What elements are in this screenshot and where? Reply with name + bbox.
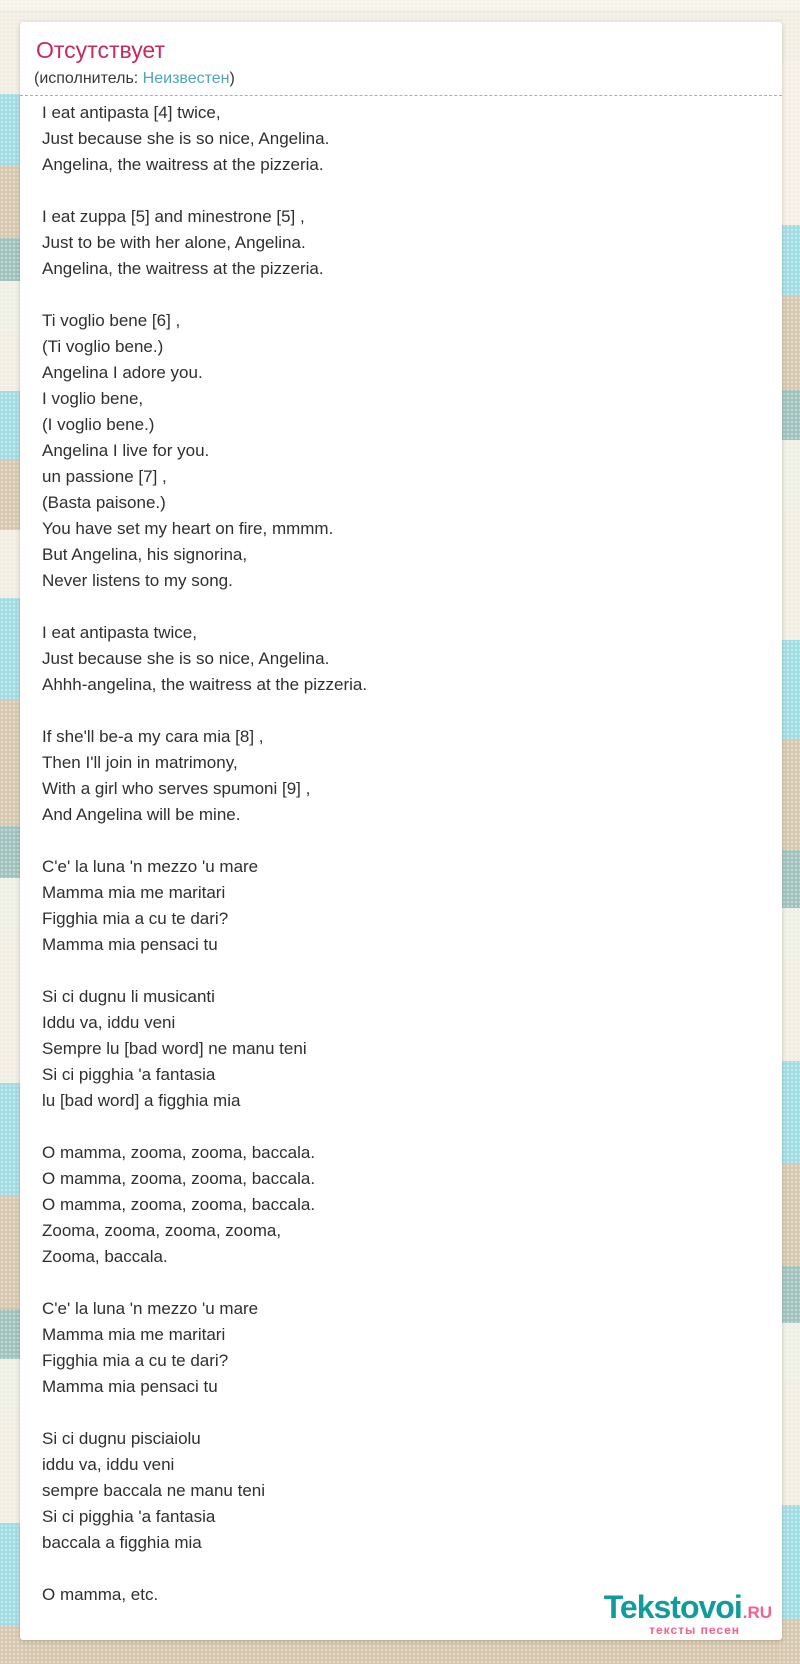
- artist-label: (исполнитель:: [34, 70, 143, 87]
- background-top-band: [0, 0, 800, 22]
- bg-stripe: [778, 0, 800, 10]
- artist-label-suffix: ): [229, 70, 235, 87]
- site-logo[interactable]: [604, 1591, 772, 1636]
- song-header: [20, 22, 782, 96]
- logo-wordmark: [604, 1591, 772, 1623]
- lyrics-text: I eat antipasta [4] twice, Just because she is so nice, Angelina. Angelina, the waitress at the pizzeria. I eat zuppa [5] and minestrone [5] , Just to be with her alone, Angelina. Angelina, the waitress at the pizzeria. Ti voglio bene [6] , (Ti voglio bene.) Angelina I adore you. I voglio bene, (I voglio bene.) Angelina I live for you. un passione [7] , (Basta paisone.) You have set my heart on fire, mmmm. But Angelina, his signorina, Never listens to my song. I eat antipasta twice, Just because she is so nice, Angelina. Ahhh-angelina, the waitress at the pizzeria. If she'll be-a my cara mia [8] , Then I'll join in matrimony, With a girl who serves spumoni [9] , And Angelina will be mine. C'e' la luna 'n mezzo 'u mare Mamma mia me maritari Figghia mia a cu te dari? Mamma mia pensaci tu Si ci dugnu li musicanti Iddu va, iddu veni Sempre lu [bad word] ne manu teni Si ci pigghia 'a fantasia lu [bad word] a figghia mia O mamma, zooma, zooma, baccala. O mamma, zooma, zooma, baccala. O mamma, zooma, zooma, baccala. Zooma, zooma, zooma, zooma, Zooma, baccala. C'e' la luna 'n mezzo 'u mare Mamma mia me maritari Figghia mia a cu te dari? Mamma mia pensaci tu Si ci dugnu pisciaiolu iddu va, iddu veni sempre baccala ne manu teni Si ci pigghia 'a fantasia baccala a figghia mia O mamma, etc.: [42, 103, 368, 1604]
- page-title: Отсутствует: [36, 37, 165, 63]
- logo-brand: Tekstovoi: [603, 1589, 742, 1625]
- logo-tagline: тексты песен: [649, 1623, 740, 1637]
- artist-link[interactable]: Неизвестен: [142, 70, 230, 87]
- bg-stripe: [0, 0, 24, 10]
- artist-line: [34, 69, 758, 89]
- logo-tld: .RU: [742, 1603, 772, 1622]
- lyrics-card: [20, 22, 782, 1640]
- background-bottom-band: [0, 1640, 800, 1664]
